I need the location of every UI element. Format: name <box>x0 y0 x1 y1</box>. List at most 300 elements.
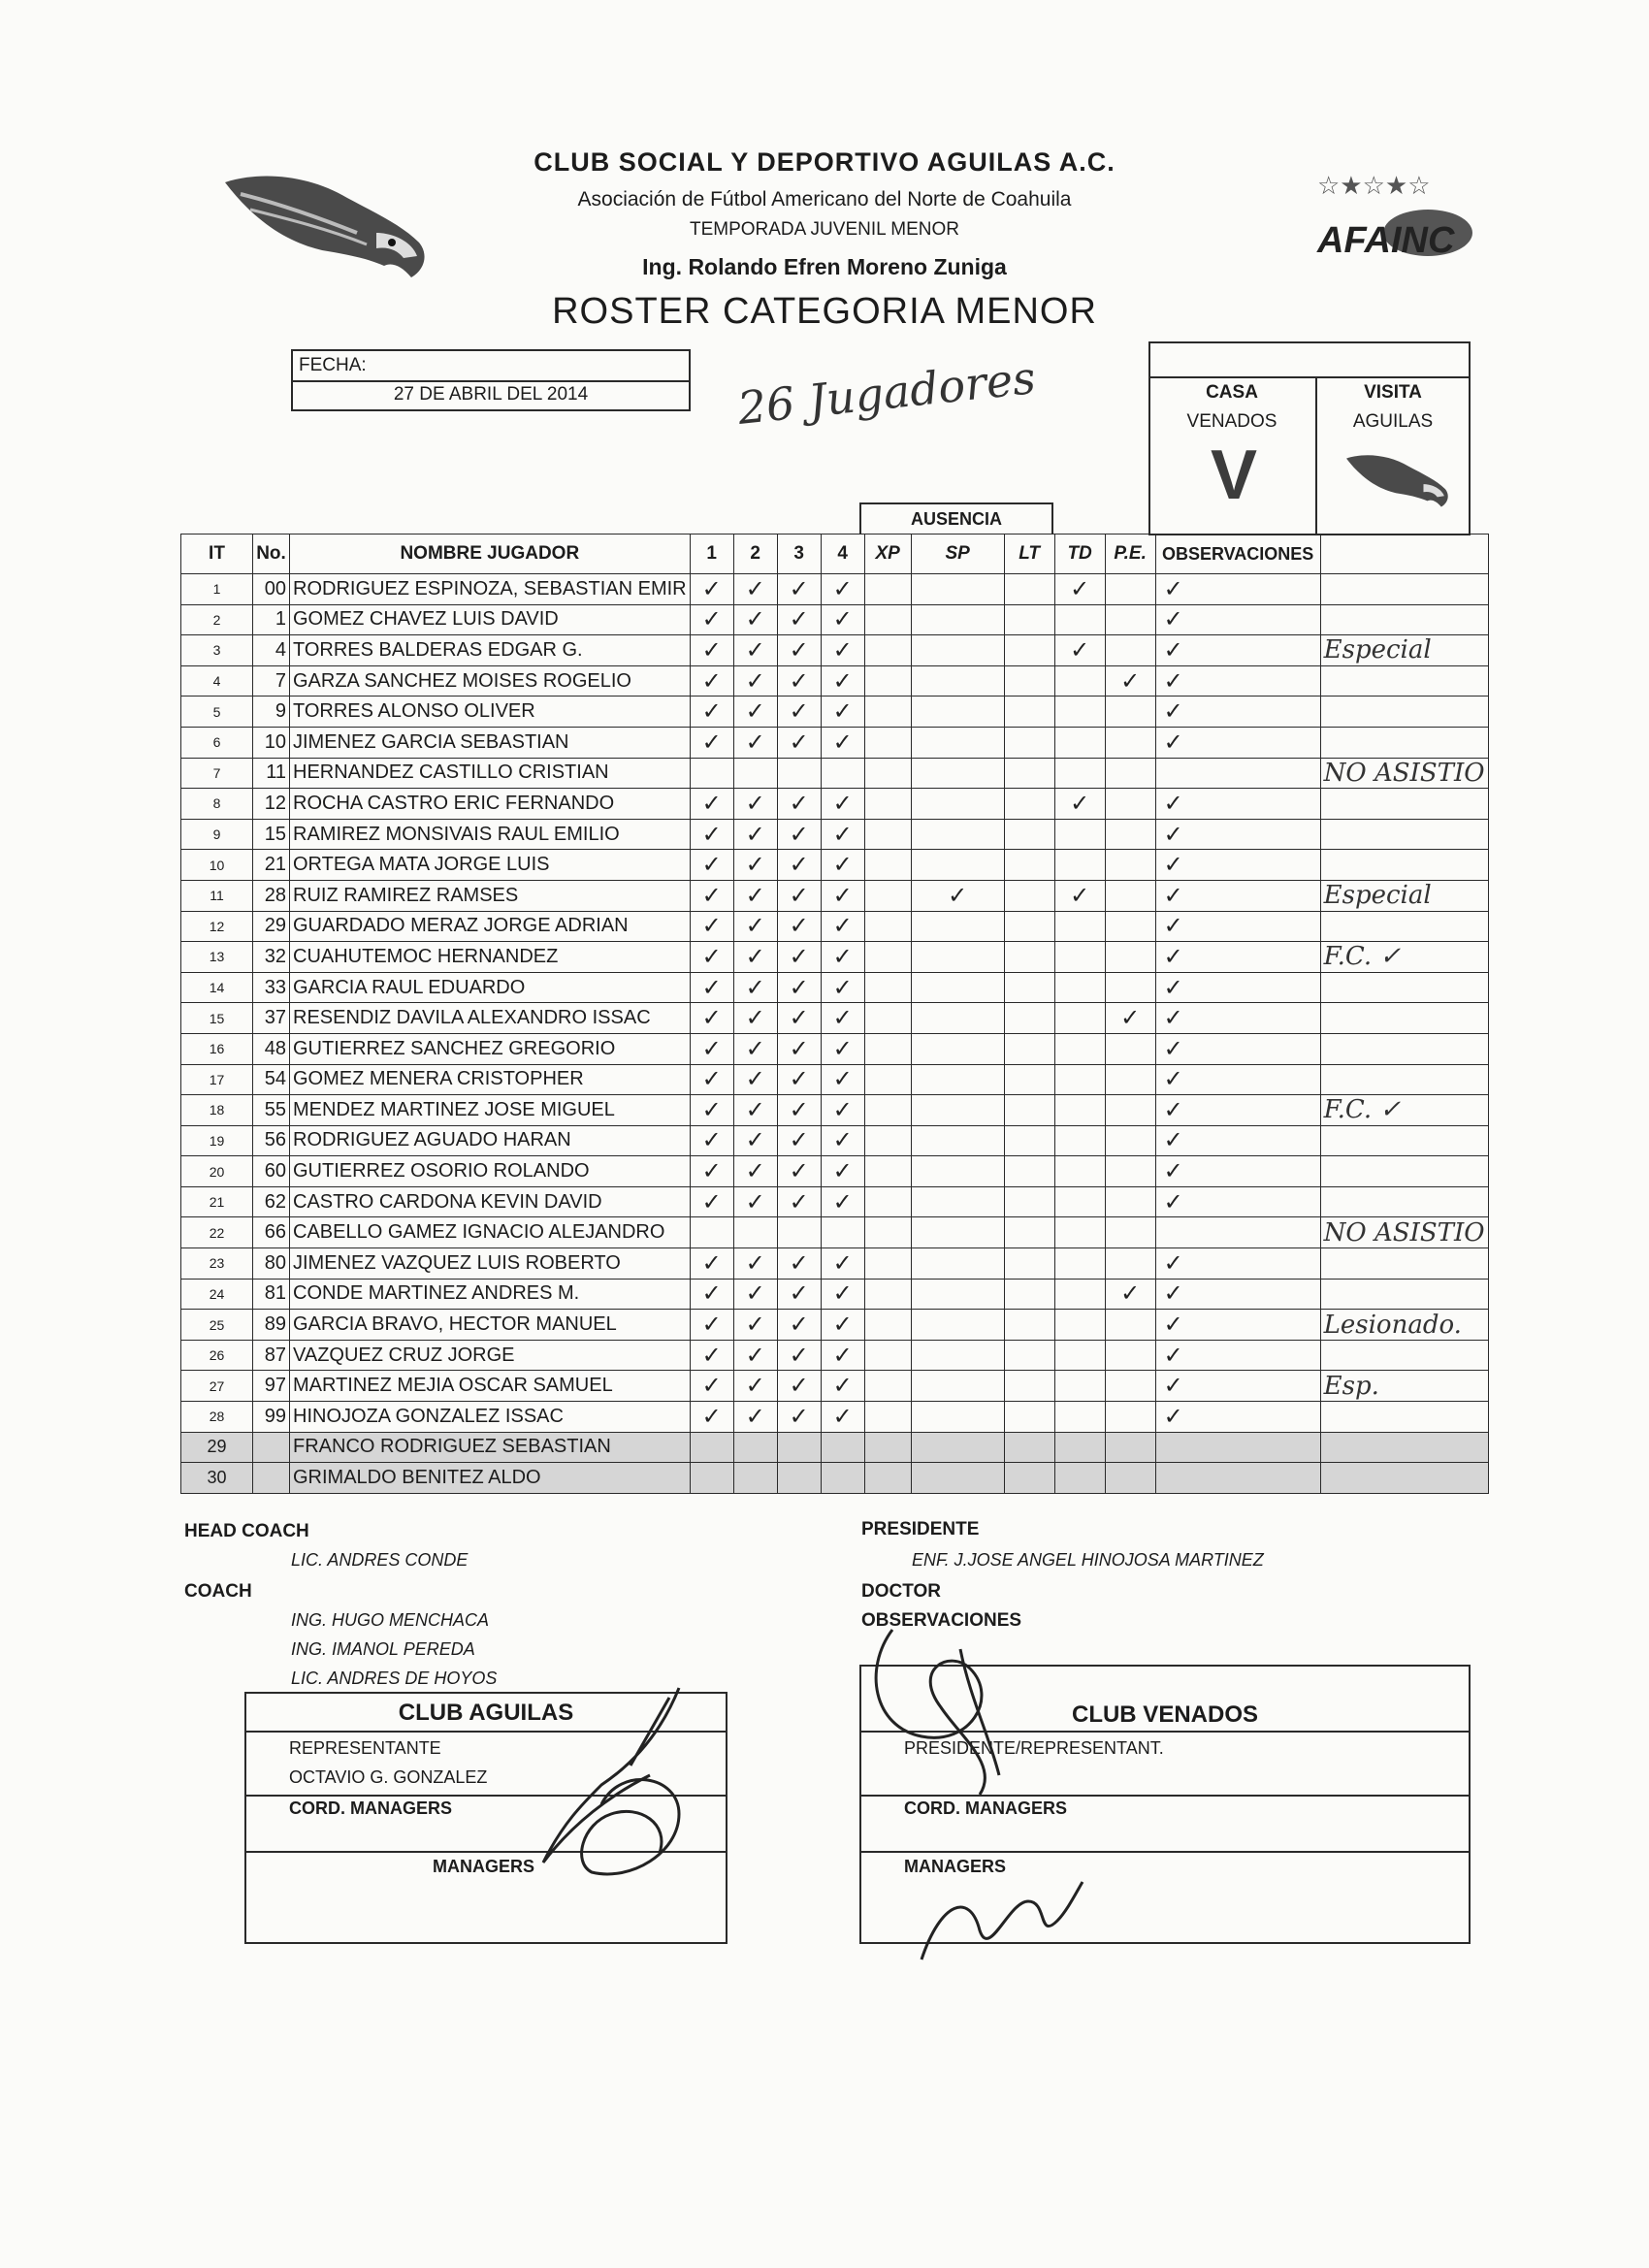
club-venados-title: CLUB VENADOS <box>1071 1701 1258 1728</box>
empty-cell <box>1105 1186 1155 1217</box>
doctor-label: DOCTOR <box>861 1581 941 1602</box>
jersey-number: 4 <box>253 635 290 666</box>
empty-cell <box>1155 1217 1320 1248</box>
venados-logo: V <box>1210 437 1258 514</box>
empty-cell <box>821 1432 864 1463</box>
check-mark-icon: ✓ <box>777 1310 821 1341</box>
check-mark-icon: ✓ <box>733 1033 777 1064</box>
column-header: 3 <box>777 535 821 574</box>
table-row <box>181 1340 1489 1371</box>
empty-cell <box>1105 1064 1155 1095</box>
check-mark-icon: ✓ <box>690 911 733 942</box>
table-row <box>181 1186 1489 1217</box>
empty-cell <box>911 1432 1004 1463</box>
empty-cell <box>864 1064 911 1095</box>
check-mark-icon: ✓ <box>1155 880 1320 911</box>
player-name: CONDE MARTINEZ ANDRES M. <box>290 1279 691 1310</box>
club-aguilas-title: CLUB AGUILAS <box>398 1700 574 1726</box>
empty-cell <box>1004 1340 1054 1371</box>
association-name: Asociación de Fútbol Americano del Norte de Coahuila <box>577 188 1072 211</box>
column-header <box>1320 535 1488 574</box>
roster-header-row <box>181 535 1489 574</box>
player-name: CUAHUTEMOC HERNANDEZ <box>290 942 691 973</box>
afainc-logo-text: AFAINC <box>1317 220 1455 261</box>
check-mark-icon: ✓ <box>1155 1156 1320 1187</box>
check-mark-icon: ✓ <box>821 1248 864 1280</box>
empty-cell <box>911 1033 1004 1064</box>
engineer-name: Ing. Rolando Efren Moreno Zuniga <box>642 254 1007 279</box>
table-row <box>181 604 1489 635</box>
empty-cell <box>1004 1463 1054 1494</box>
empty-cell <box>911 1310 1004 1341</box>
check-mark-icon: ✓ <box>777 1033 821 1064</box>
check-mark-icon: ✓ <box>777 1125 821 1156</box>
visita-label: VISITA <box>1364 382 1422 403</box>
jersey-number: 66 <box>253 1217 290 1248</box>
check-mark-icon: ✓ <box>690 1064 733 1095</box>
check-mark-icon: ✓ <box>821 789 864 820</box>
empty-cell <box>1105 1340 1155 1371</box>
empty-cell <box>1105 1371 1155 1402</box>
table-row <box>181 880 1489 911</box>
empty-cell <box>1105 1125 1155 1156</box>
empty-cell <box>1054 697 1105 728</box>
check-mark-icon: ✓ <box>1054 880 1105 911</box>
player-name: MENDEZ MARTINEZ JOSE MIGUEL <box>290 1095 691 1126</box>
row-number: 1 <box>181 574 253 605</box>
empty-cell <box>1004 1217 1054 1248</box>
empty-cell <box>1004 574 1054 605</box>
row-number: 20 <box>181 1156 253 1187</box>
handwritten-note <box>1320 1156 1488 1187</box>
empty-cell <box>1004 1310 1054 1341</box>
check-mark-icon: ✓ <box>1155 1279 1320 1310</box>
empty-cell <box>1054 1156 1105 1187</box>
check-mark-icon: ✓ <box>690 1248 733 1280</box>
empty-cell <box>864 635 911 666</box>
empty-cell <box>1105 635 1155 666</box>
empty-cell <box>864 1310 911 1341</box>
empty-cell <box>1004 850 1054 881</box>
empty-cell <box>1105 911 1155 942</box>
check-mark-icon: ✓ <box>733 1310 777 1341</box>
handwritten-note: Lesionado. <box>1320 1310 1488 1341</box>
check-mark-icon: ✓ <box>690 1003 733 1034</box>
handwritten-note <box>1320 1186 1488 1217</box>
empty-cell <box>1004 1248 1054 1280</box>
player-name: RODRIGUEZ AGUADO HARAN <box>290 1125 691 1156</box>
check-mark-icon: ✓ <box>690 1402 733 1433</box>
check-mark-icon: ✓ <box>1105 1003 1155 1034</box>
player-name: ROCHA CASTRO ERIC FERNANDO <box>290 789 691 820</box>
empty-cell <box>911 1125 1004 1156</box>
empty-cell <box>1004 1156 1054 1187</box>
table-row <box>181 1279 1489 1310</box>
player-name: GUARDADO MERAZ JORGE ADRIAN <box>290 911 691 942</box>
check-mark-icon: ✓ <box>821 1340 864 1371</box>
check-mark-icon: ✓ <box>821 1310 864 1341</box>
empty-cell <box>911 942 1004 973</box>
handwritten-note <box>1320 727 1488 758</box>
aguilas-rep-name: OCTAVIO G. GONZALEZ <box>289 1767 488 1787</box>
handwritten-note <box>1320 1432 1488 1463</box>
row-number: 10 <box>181 850 253 881</box>
row-number: 23 <box>181 1248 253 1280</box>
empty-cell <box>911 819 1004 850</box>
empty-cell <box>864 1095 911 1126</box>
empty-cell <box>911 758 1004 789</box>
empty-cell <box>1105 574 1155 605</box>
column-header: OBSERVACIONES <box>1155 535 1320 574</box>
row-number: 25 <box>181 1310 253 1341</box>
empty-cell <box>911 850 1004 881</box>
handwritten-note <box>1320 850 1488 881</box>
check-mark-icon: ✓ <box>777 1156 821 1187</box>
check-mark-icon: ✓ <box>821 604 864 635</box>
check-mark-icon: ✓ <box>690 697 733 728</box>
player-name: CASTRO CARDONA KEVIN DAVID <box>290 1186 691 1217</box>
row-number: 19 <box>181 1125 253 1156</box>
table-row <box>181 850 1489 881</box>
empty-cell <box>821 1463 864 1494</box>
jersey-number: 60 <box>253 1156 290 1187</box>
empty-cell <box>1004 1432 1054 1463</box>
player-name: VAZQUEZ CRUZ JORGE <box>290 1340 691 1371</box>
check-mark-icon: ✓ <box>1155 1402 1320 1433</box>
check-mark-icon: ✓ <box>777 697 821 728</box>
check-mark-icon: ✓ <box>777 1064 821 1095</box>
empty-cell <box>864 1033 911 1064</box>
empty-cell <box>911 1463 1004 1494</box>
table-row <box>181 1248 1489 1280</box>
aguilas-cord-label: CORD. MANAGERS <box>289 1798 453 1818</box>
aguilas-managers-label: MANAGERS <box>433 1857 535 1876</box>
row-number: 27 <box>181 1371 253 1402</box>
empty-cell <box>1054 819 1105 850</box>
fecha-box <box>291 349 691 411</box>
check-mark-icon: ✓ <box>821 574 864 605</box>
empty-cell <box>1054 727 1105 758</box>
presidente-name: ENF. J.JOSE ANGEL HINOJOSA MARTINEZ <box>912 1550 1264 1570</box>
empty-cell <box>864 1402 911 1433</box>
check-mark-icon: ✓ <box>733 574 777 605</box>
handwritten-note <box>1320 574 1488 605</box>
empty-cell <box>864 972 911 1003</box>
handwritten-note: NO ASISTIO <box>1320 1217 1488 1248</box>
empty-cell <box>690 758 733 789</box>
empty-cell <box>1054 1186 1105 1217</box>
table-row <box>181 1217 1489 1248</box>
handwritten-note <box>1320 1340 1488 1371</box>
handwritten-note <box>1320 911 1488 942</box>
empty-cell <box>1054 1310 1105 1341</box>
check-mark-icon: ✓ <box>1155 972 1320 1003</box>
table-row <box>181 819 1489 850</box>
check-mark-icon: ✓ <box>821 1156 864 1187</box>
casa-label: CASA <box>1206 382 1258 403</box>
player-name: HERNANDEZ CASTILLO CRISTIAN <box>290 758 691 789</box>
handwritten-note <box>1320 789 1488 820</box>
check-mark-icon: ✓ <box>777 727 821 758</box>
check-mark-icon: ✓ <box>777 850 821 881</box>
table-row <box>181 789 1489 820</box>
handwritten-note <box>1320 1279 1488 1310</box>
check-mark-icon: ✓ <box>733 972 777 1003</box>
column-header: No. <box>253 535 290 574</box>
empty-cell <box>911 1402 1004 1433</box>
check-mark-icon: ✓ <box>690 1340 733 1371</box>
row-number: 16 <box>181 1033 253 1064</box>
player-name: GARZA SANCHEZ MOISES ROGELIO <box>290 665 691 697</box>
empty-cell <box>911 1371 1004 1402</box>
empty-cell <box>1004 1033 1054 1064</box>
teams-box <box>1148 341 1471 535</box>
empty-cell <box>1155 1432 1320 1463</box>
check-mark-icon: ✓ <box>1054 789 1105 820</box>
row-number: 29 <box>181 1432 253 1463</box>
empty-cell <box>1054 1003 1105 1034</box>
empty-cell <box>1054 1033 1105 1064</box>
empty-cell <box>1004 1371 1054 1402</box>
handwritten-note <box>1320 1248 1488 1280</box>
empty-cell <box>864 880 911 911</box>
handwritten-note <box>1320 665 1488 697</box>
table-row <box>181 1310 1489 1341</box>
check-mark-icon: ✓ <box>690 604 733 635</box>
empty-cell <box>821 1217 864 1248</box>
handwritten-note <box>1320 1033 1488 1064</box>
empty-cell <box>911 727 1004 758</box>
check-mark-icon: ✓ <box>821 665 864 697</box>
row-number: 3 <box>181 635 253 666</box>
row-number: 7 <box>181 758 253 789</box>
empty-cell <box>864 665 911 697</box>
check-mark-icon: ✓ <box>821 880 864 911</box>
empty-cell <box>864 1248 911 1280</box>
check-mark-icon: ✓ <box>690 574 733 605</box>
table-row <box>181 697 1489 728</box>
player-name: RESENDIZ DAVILA ALEXANDRO ISSAC <box>290 1003 691 1034</box>
player-name: RUIZ RAMIREZ RAMSES <box>290 880 691 911</box>
roster-table <box>180 534 1489 1494</box>
jersey-number: 97 <box>253 1371 290 1402</box>
player-name: GUTIERREZ OSORIO ROLANDO <box>290 1156 691 1187</box>
check-mark-icon: ✓ <box>821 850 864 881</box>
check-mark-icon: ✓ <box>1155 697 1320 728</box>
check-mark-icon: ✓ <box>733 1340 777 1371</box>
check-mark-icon: ✓ <box>821 911 864 942</box>
ausencia-label: AUSENCIA <box>859 502 1053 534</box>
empty-cell <box>911 1279 1004 1310</box>
empty-cell <box>911 911 1004 942</box>
empty-cell <box>864 1156 911 1187</box>
coach-name: LIC. ANDRES DE HOYOS <box>291 1669 498 1688</box>
empty-cell <box>777 1217 821 1248</box>
check-mark-icon: ✓ <box>1105 665 1155 697</box>
player-name: HINOJOZA GONZALEZ ISSAC <box>290 1402 691 1433</box>
empty-cell <box>1054 1340 1105 1371</box>
jersey-number: 62 <box>253 1186 290 1217</box>
column-header: IT <box>181 535 253 574</box>
jersey-number: 29 <box>253 911 290 942</box>
empty-cell <box>911 665 1004 697</box>
jersey-number: 54 <box>253 1064 290 1095</box>
empty-cell <box>1004 1003 1054 1034</box>
empty-cell <box>1054 1217 1105 1248</box>
jersey-number: 37 <box>253 1003 290 1034</box>
empty-cell <box>1004 1279 1054 1310</box>
check-mark-icon: ✓ <box>733 727 777 758</box>
table-row <box>181 1402 1489 1433</box>
check-mark-icon: ✓ <box>690 789 733 820</box>
empty-cell <box>864 604 911 635</box>
table-row <box>181 1371 1489 1402</box>
check-mark-icon: ✓ <box>1054 635 1105 666</box>
check-mark-icon: ✓ <box>1155 727 1320 758</box>
column-header: XP <box>864 535 911 574</box>
empty-cell <box>1054 665 1105 697</box>
table-row <box>181 942 1489 973</box>
empty-cell <box>1155 758 1320 789</box>
empty-cell <box>1105 942 1155 973</box>
row-number: 5 <box>181 697 253 728</box>
jersey-number: 99 <box>253 1402 290 1433</box>
empty-cell <box>1004 789 1054 820</box>
empty-cell <box>1004 665 1054 697</box>
check-mark-icon: ✓ <box>733 942 777 973</box>
check-mark-icon: ✓ <box>690 635 733 666</box>
empty-cell <box>864 789 911 820</box>
check-mark-icon: ✓ <box>821 635 864 666</box>
check-mark-icon: ✓ <box>1155 1371 1320 1402</box>
check-mark-icon: ✓ <box>1155 1064 1320 1095</box>
empty-cell <box>1004 758 1054 789</box>
row-number: 15 <box>181 1003 253 1034</box>
player-name: TORRES ALONSO OLIVER <box>290 697 691 728</box>
check-mark-icon: ✓ <box>1155 574 1320 605</box>
check-mark-icon: ✓ <box>690 1186 733 1217</box>
check-mark-icon: ✓ <box>777 1279 821 1310</box>
player-name: TORRES BALDERAS EDGAR G. <box>290 635 691 666</box>
empty-cell <box>1105 1310 1155 1341</box>
empty-cell <box>911 574 1004 605</box>
table-row <box>181 758 1489 789</box>
check-mark-icon: ✓ <box>821 1186 864 1217</box>
table-row <box>181 972 1489 1003</box>
empty-cell <box>777 1463 821 1494</box>
check-mark-icon: ✓ <box>777 1248 821 1280</box>
empty-cell <box>911 697 1004 728</box>
casa-team: VENADOS <box>1186 411 1277 432</box>
venados-managers-label: MANAGERS <box>904 1857 1007 1876</box>
empty-cell <box>1105 1432 1155 1463</box>
row-number: 13 <box>181 942 253 973</box>
handwritten-note <box>1320 1463 1488 1494</box>
handwritten-note: Esp. <box>1320 1371 1488 1402</box>
check-mark-icon: ✓ <box>1155 1003 1320 1034</box>
check-mark-icon: ✓ <box>733 1064 777 1095</box>
handwritten-note <box>1320 1402 1488 1433</box>
empty-cell <box>1105 1095 1155 1126</box>
jersey-number: 11 <box>253 758 290 789</box>
empty-cell <box>911 604 1004 635</box>
check-mark-icon: ✓ <box>733 1095 777 1126</box>
afainc-logo <box>1311 165 1476 266</box>
check-mark-icon: ✓ <box>777 1003 821 1034</box>
column-header: LT <box>1004 535 1054 574</box>
check-mark-icon: ✓ <box>733 911 777 942</box>
check-mark-icon: ✓ <box>733 697 777 728</box>
empty-cell <box>864 1463 911 1494</box>
jersey-number: 87 <box>253 1340 290 1371</box>
check-mark-icon: ✓ <box>690 942 733 973</box>
player-name: GOMEZ CHAVEZ LUIS DAVID <box>290 604 691 635</box>
empty-cell <box>911 1064 1004 1095</box>
handwritten-note: F.C. ✓ <box>1320 1095 1488 1126</box>
row-number: 11 <box>181 880 253 911</box>
column-header: 2 <box>733 535 777 574</box>
empty-cell <box>1004 1064 1054 1095</box>
row-number: 30 <box>181 1463 253 1494</box>
handwritten-note <box>1320 697 1488 728</box>
check-mark-icon: ✓ <box>1155 942 1320 973</box>
observaciones-label: OBSERVACIONES <box>861 1610 1022 1631</box>
check-mark-icon: ✓ <box>733 819 777 850</box>
empty-cell <box>1105 819 1155 850</box>
fecha-label: FECHA: <box>299 355 367 375</box>
jersey-number: 21 <box>253 850 290 881</box>
table-row <box>181 635 1489 666</box>
player-name: RODRIGUEZ ESPINOZA, SEBASTIAN EMIR <box>290 574 691 605</box>
empty-cell <box>911 789 1004 820</box>
check-mark-icon: ✓ <box>690 819 733 850</box>
roster-title: ROSTER CATEGORIA MENOR <box>552 291 1097 332</box>
check-mark-icon: ✓ <box>733 1248 777 1280</box>
check-mark-icon: ✓ <box>690 1033 733 1064</box>
coach-name: ING. HUGO MENCHACA <box>291 1610 490 1630</box>
check-mark-icon: ✓ <box>821 1402 864 1433</box>
check-mark-icon: ✓ <box>733 1156 777 1187</box>
player-name: JIMENEZ GARCIA SEBASTIAN <box>290 727 691 758</box>
check-mark-icon: ✓ <box>1155 1125 1320 1156</box>
check-mark-icon: ✓ <box>777 635 821 666</box>
empty-cell <box>1155 1463 1320 1494</box>
check-mark-icon: ✓ <box>821 1064 864 1095</box>
jersey-number: 81 <box>253 1279 290 1310</box>
empty-cell <box>1105 1248 1155 1280</box>
empty-cell <box>1105 1217 1155 1248</box>
check-mark-icon: ✓ <box>1155 635 1320 666</box>
check-mark-icon: ✓ <box>777 665 821 697</box>
row-number: 9 <box>181 819 253 850</box>
empty-cell <box>1004 1402 1054 1433</box>
aguilas-rep-label: REPRESENTANTE <box>289 1738 441 1758</box>
empty-cell <box>1004 635 1054 666</box>
row-number: 14 <box>181 972 253 1003</box>
check-mark-icon: ✓ <box>821 697 864 728</box>
handwritten-note <box>1320 1125 1488 1156</box>
empty-cell <box>864 758 911 789</box>
check-mark-icon: ✓ <box>777 880 821 911</box>
check-mark-icon: ✓ <box>690 1310 733 1341</box>
row-number: 18 <box>181 1095 253 1126</box>
empty-cell <box>1054 1279 1105 1310</box>
empty-cell <box>864 727 911 758</box>
table-row <box>181 1003 1489 1034</box>
column-header: SP <box>911 535 1004 574</box>
check-mark-icon: ✓ <box>733 880 777 911</box>
check-mark-icon: ✓ <box>777 1371 821 1402</box>
